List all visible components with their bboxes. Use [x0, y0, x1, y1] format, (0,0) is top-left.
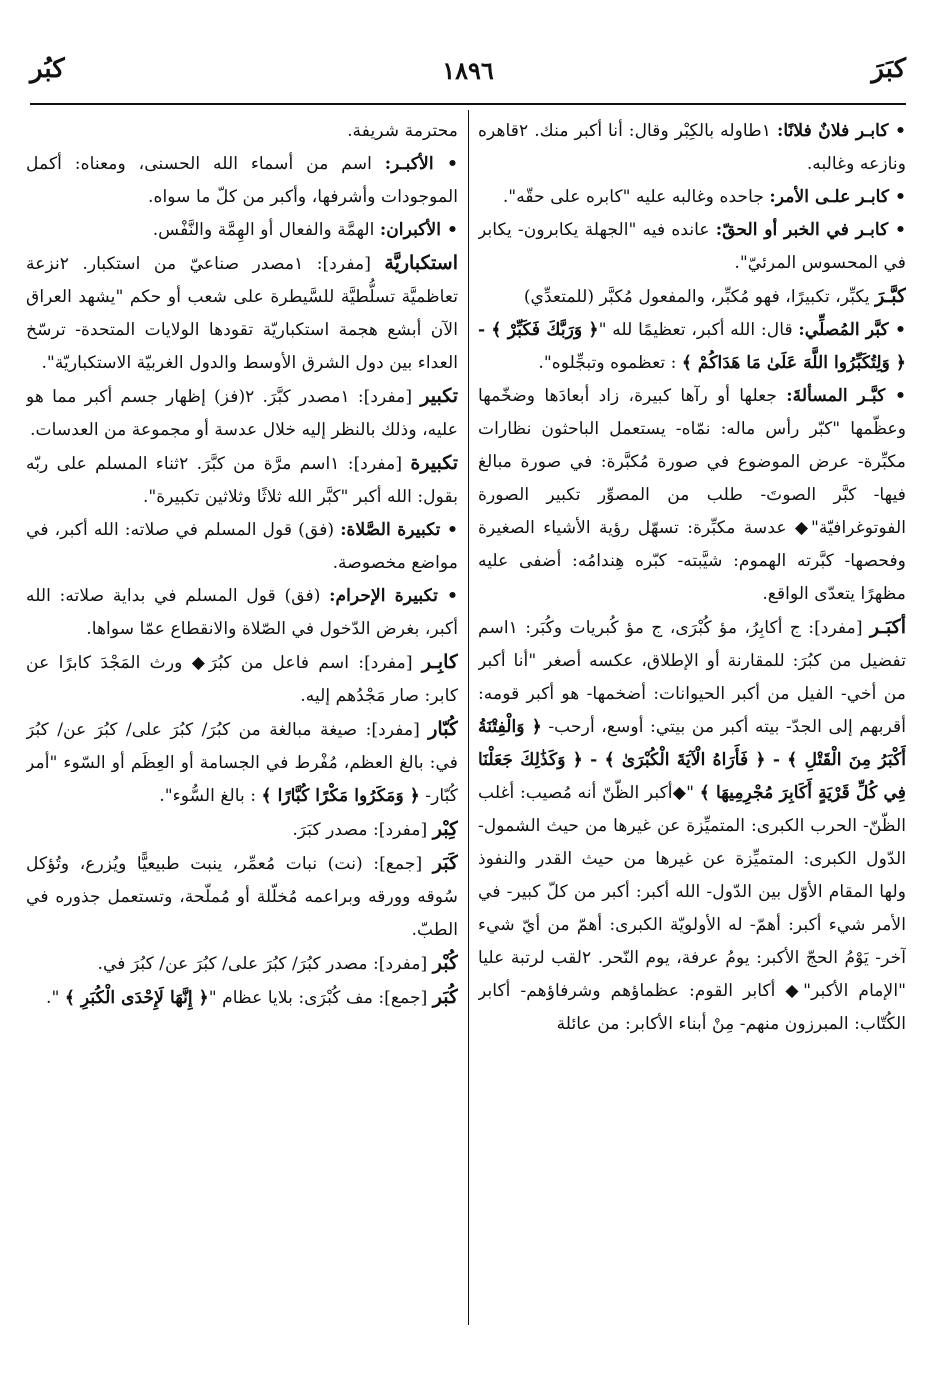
entry-definition: قال: الله أكبر، تعظيمًا لله ": [598, 320, 799, 340]
entry-definition: اسم من أسماء الله الحسنى، ومعناه: أكمل الموجودات وأشرفها، وأكبر من كلّ ما سواه.: [26, 154, 458, 207]
dictionary-entry: [26, 380, 458, 447]
entry-definition: [مفرد]: صيغة مبالغة من كبُرَ/ كبُرَ على/ كبُرَ عن/ كبُرَ في: بالغ العظم، مُفْرط في الجسامة أو العِظَم أو السّوء "أمر كُبّار-: [26, 720, 458, 806]
dictionary-entry: [26, 981, 458, 1015]
dictionary-entry: [26, 148, 458, 214]
entry-headword: • الأكبران:: [379, 220, 458, 240]
entry-headword: كبَّـرَ: [875, 285, 906, 307]
entry-definition: يكبِّر، تكبيرًا، فهو مُكبِّر، والمفعول مُكبَّر (للمتعدِّي): [523, 287, 876, 307]
dictionary-entry: [26, 580, 458, 646]
entry-definition: [مفرد]: مصدر كبُرَ/ كبُرَ على/ كبُرَ عن/ كبُرَ في.: [97, 954, 433, 974]
entry-headword: كَبَر: [432, 852, 458, 874]
entry-definition: جاحده وغالبه عليه "كابره على حقّه".: [502, 187, 770, 207]
entry-definition-tail: ".: [46, 988, 65, 1008]
dictionary-entry: [478, 611, 906, 1041]
entry-headword: كُبّار: [428, 718, 458, 740]
dictionary-entry: [26, 447, 458, 514]
entry-definition: [مفرد]: ١مصدر صناعيّ من استكبار. ٢نزعة تعاظميَّة تسلُّطيَّة للسَّيطرة على شعب أو حكم "يشهد العراق الآن أبشع هجمة استكباريّة تقودها الولايات المتحدة- ترسّخ العداء بين دول الشرق الأوسط والدول الغربيّة الاستكباريّة".: [26, 254, 458, 373]
dictionary-entry: [478, 214, 906, 280]
page-header: [30, 48, 906, 100]
entry-definition: [مفرد]: مصدر كبَرَ.: [292, 820, 433, 840]
entry-definition-tail: : تعظموه وتبجِّلوه".: [538, 353, 682, 373]
entry-definition: [مفرد]: ج أكابِرُ، مؤ كُبْرَى، ج مؤ كُبريات وكُبَر: ١اسم تفضيل من كبُرَ: للمقارنة أو الإطلاق، عكسه أصغر "أنا أكبر من أخي- الفيل من أكبر الحيوانات: أضخمها- هو أكبر قومه: أقربهم إلى الجدّ- بيته أكبر من بيتي: أوسع، أرحب-: [478, 618, 906, 737]
dictionary-entry: [26, 947, 458, 981]
entry-headword: • كابـر علـى الأمر:: [769, 187, 906, 207]
entry-headword: كِبْر: [432, 818, 458, 840]
dictionary-entry: [478, 115, 906, 181]
entry-headword: • كبَّر المُصلِّي:: [798, 320, 906, 340]
entry-definition: [مفرد]: ١اسم مرَّة من كبَّرَ. ٢ثناء المسلم على ربّه بقول: الله أكبر "كبَّر الله ثلاثًا وثلاثين تكبيرة".: [26, 454, 458, 507]
column-divider: [468, 110, 469, 1325]
entry-definition: محترمة شريفة.: [347, 121, 458, 141]
dictionary-entry: [26, 847, 458, 947]
entry-definition-tail: "◆أكبر الظّنّ أنه مُصيب: أغلب الظّنّ- الحرب الكبرى: المتميِّزة عن غيرها من حيث الشمول- الدّول الكبرى: المتميِّزة عن غيرها من حيث القدر والنفوذ ولها المقام الأوّل بين الدّول- الله أكبر: أكبر من كلّ كبير- في الأمر شيء أكبر: أهمّ- له الأولويّة الكبرى: أهمّ من أيّ شيء آخر- يَوْمُ الحجّ الأكبر: يومُ عرفة، يوم النّحر. ٢لقب لرتبة عليا "الإمام الأكبر"◆ أكابر القوم: عظماؤهم وشرفاؤهم- أكابر الكُتّاب: المبرزون منهم- مِنْ أبناء الأكابر: من عائلة: [478, 783, 906, 1034]
page-number: ١٨٩٦: [442, 56, 494, 85]
entry-definition: [مفرد]: اسم فاعل من كبُرَ◆ ورث المَجْدَ كابرًا عن كابر: صار مَجْدُهم إليه.: [26, 653, 458, 706]
dictionary-entry: [26, 813, 458, 847]
entry-definition: جعلها أو رآها كبيرة، زاد أبعادَها وضخّمها وعظّمها "كبّر رأس ماله: نمّاه- يستعمل الباحثون نظارات مكبِّرة- عرض الموضوع في صورة مُكبَّرة: في صورة مبالغ فيها- كبَّر الصوتَ- طلب من المصوِّر تكبير الصورة الفوتوغرافيّة"◆ عدسة مكبِّرة: تسهّل رؤية الأشياء الصغيرة وفحصها- كبَّرته الهموم: شيَّبته- كبّره هِندامُه: أضفى عليه مظهرًا يتعدّى الواقع.: [478, 386, 906, 604]
dictionary-entry: [26, 713, 458, 813]
entry-headword: أكبَـر: [869, 616, 906, 638]
entry-definition: الهمَّة والفعال أو الهِمَّة والنَّفْس.: [152, 220, 380, 240]
quran-quote: ﴿ وَالْفِتْنَةُ أَكْبَرُ مِنَ الْقَتْلِ ﴾ - ﴿ فَأَرَاهُ الْآيَةَ الْكُبْرَىٰ ﴾ - ﴿ وَكَذَٰلِكَ جَعَلْنَا فِي كُلِّ قَرْيَةٍ أَكَابِرَ مُجْرِمِيهَا ﴾: [478, 717, 906, 803]
dictionary-entry: [26, 247, 458, 380]
dictionary-entry: [26, 214, 458, 247]
dictionary-entry: [478, 314, 906, 380]
entry-definition: ١طاوله بالكِبْر وقال: أنا أكبر منك. ٢قاهره ونازعه وغالبه.: [478, 121, 906, 174]
header-guide-word-left: كبُر: [30, 54, 65, 84]
dictionary-entry: [478, 380, 906, 611]
entry-headword: كابِـر: [421, 651, 458, 673]
entry-headword: • كابـر في الخبر أو الحقّ:: [715, 220, 906, 240]
entry-headword: • تكبيرة الصَّلاة:: [340, 520, 458, 540]
entry-definition: (فق) قول المسلم في بداية صلاته: الله أكبر، بغرض الدّخول في الصّلاة والانقطاع عمّا سواها.: [26, 586, 458, 639]
entry-headword: استكباريَّة: [384, 252, 458, 274]
quran-quote: ﴿ وَرَبَّكَ فَكَبِّرْ ﴾ - ﴿ وَلِتُكَبِّرُوا اللَّهَ عَلَىٰ مَا هَدَاكُمْ ﴾: [478, 320, 906, 373]
entry-definition: عانده فيه "الجهلة يكابرون- يكابر في المحسوس المرئيّ".: [478, 220, 906, 273]
entry-headword: تكبير: [420, 385, 458, 407]
entry-definition: [جمع]: (نت) نبات مُعمِّر، ينبت طبيعيًّا ويُزرع، وتُؤكل سُوقه وورقه وبراعمه مُخلّلة أو مُملّحة، وتستعمل جذوره في الطبّ.: [26, 854, 458, 940]
entry-headword: • الأكبـر:: [384, 154, 458, 174]
entry-headword: • تكبيرة الإحرام:: [329, 586, 458, 606]
left-column: [26, 115, 458, 1330]
dictionary-entry: [26, 514, 458, 580]
entry-definition: (فق) قول المسلم في صلاته: الله أكبر، في مواضع مخصوصة.: [26, 520, 458, 573]
quran-quote: ﴿ وَمَكَرُوا مَكْرًا كُبَّارًا ﴾: [261, 786, 420, 806]
entry-headword: • كابـر فلانٌ فلانًا:: [776, 121, 906, 141]
entry-definition: [جمع]: مف كُبْرَى: بلايا عظام ": [208, 988, 433, 1008]
entry-headword: كُبَر: [432, 986, 458, 1008]
entry-definition: [مفرد]: ١مصدر كبَّرَ. ٢(فز) إظهار جسم أكبر مما هو عليه، وذلك بالنظر إليه خلال عدسة أو مجموعة من العدسات.: [26, 387, 458, 440]
dictionary-entry: [26, 115, 458, 148]
right-column: [478, 115, 906, 1330]
entry-definition-tail: : بالغ السُّوء".: [159, 786, 262, 806]
entry-headword: تكبيرة: [410, 452, 458, 474]
header-guide-word-right: كبَرَ: [871, 54, 906, 84]
dictionary-entry: [26, 646, 458, 713]
dictionary-entry: [478, 280, 906, 314]
entry-headword: كُبْر: [432, 952, 458, 974]
dictionary-entry: [478, 181, 906, 214]
entry-headword: • كبَّـر المسألةَ:: [786, 386, 906, 406]
quran-quote: ﴿ إِنَّهَا لَإِحْدَى الْكُبَرِ ﴾: [64, 988, 209, 1008]
header-rule: [30, 103, 906, 105]
